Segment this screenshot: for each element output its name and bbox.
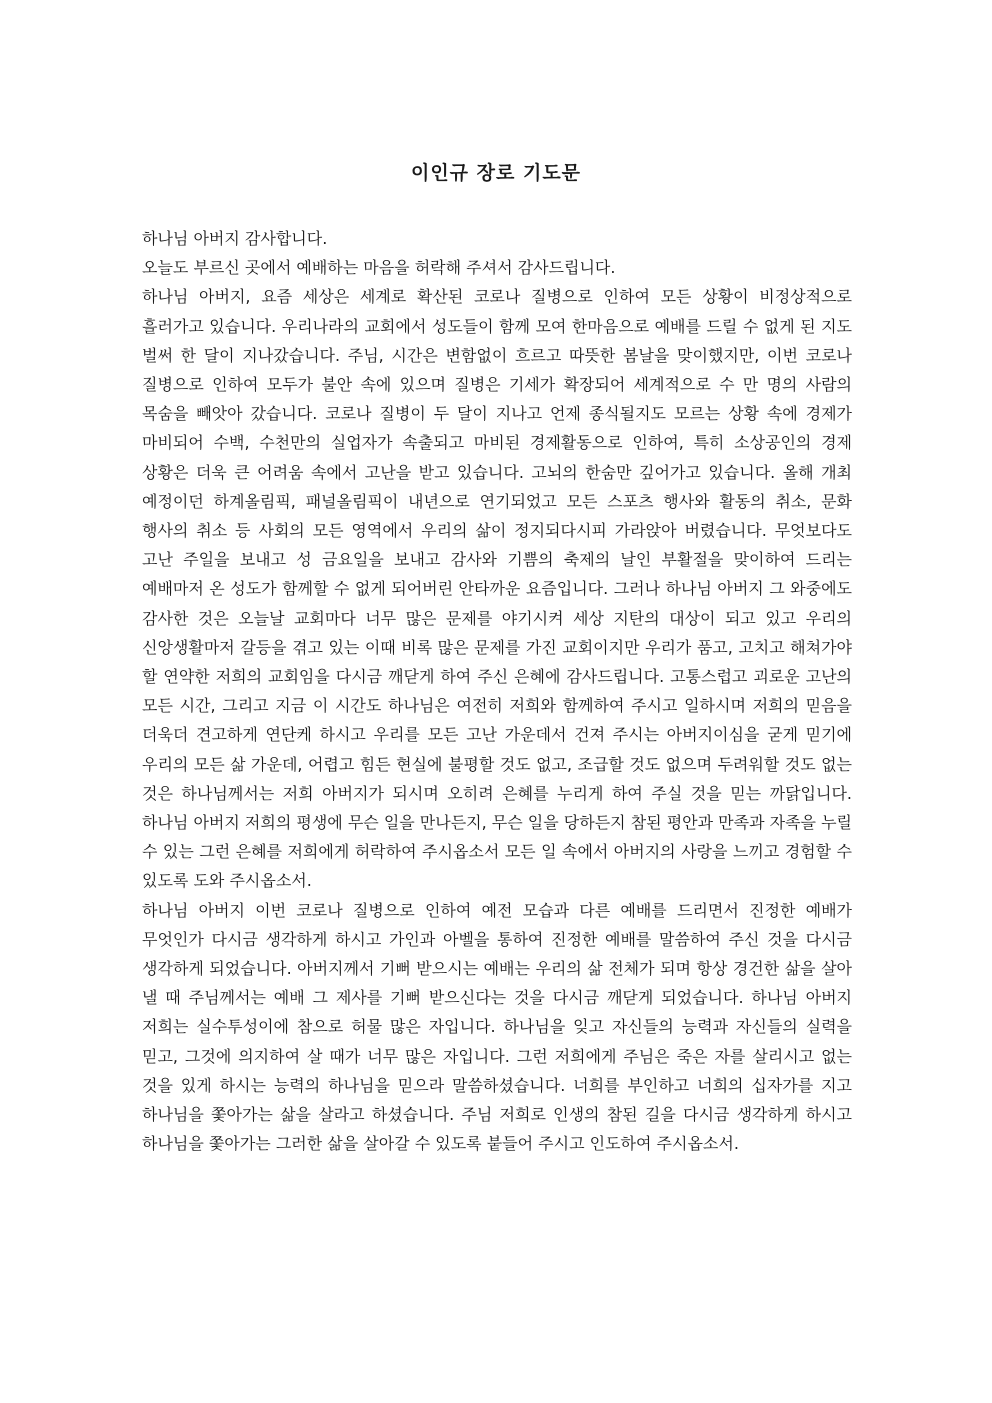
paragraph-greeting: 하나님 아버지 감사합니다. <box>142 229 328 248</box>
paragraph-thanks: 오늘도 부르신 곳에서 예배하는 마음을 허락해 주셔서 감사드립니다. <box>142 258 616 278</box>
document-body <box>142 224 852 1159</box>
paragraph-situation: 하나님 아버지, 요즘 세상은 세계로 확산된 코로나 질병으로 인하여 모든 상황이 비정상적으로 흘러가고 있습니다. 우리나라의 교회에서 성도들이 함께 모여 한마음으로 예배를 드릴 수 없게 된 지도 벌써 한 달이 지나갔습니다. 주님, 시간은 변함없이 흐르고 따뜻한 봄날을 맞이했지만, 이번 코로나 질병으로 인하여 모두가 불안 속에 있으며 질병은 기세가 확장되어 세계적으로 수 만 명의 사람의 목숨을 빼앗아 갔습니다. 코로나 질병이 두 달이 지나고 언제 종식될지도 모르는 상황 속에 경제가 마비되어 수백, 수천만의 실업자가 속출되고 마비된 경제활동으로 인하여, 특히 소상공인의 경제 상황은 더욱 큰 어려움 속에서 고난을 받고 있습니다. 고뇌의 한숨만 깊어가고 있습니다. 올해 개최 예정이던 하계올림픽, 패널올림픽이 내년으로 연기되었고 모든 스포츠 행사와 활동의 취소, 문화 행사의 취소 등 사회의 모든 영역에서 우리의 삶이 정지되다시피 가라앉아 버렸습니다. 무엇보다도 고난 주일을 보내고 성 금요일을 보내고 감사와 기쁨의 축제의 날인 부활절을 맞이하여 드리는 예배마저 온 성도가 함께할 수 없게 되어버린 안타까운 요즘입니다. 그러나 하나님 아버지 그 와중에도 감사한 것은 오늘날 교회마다 너무 많은 문제를 야기시켜 세상 지탄의 대상이 되고 있고 우리의 신앙생활마저 갈등을 겪고 있는 이때 비록 많은 문제를 가진 교회이지만 우리가 품고, 고치고 해쳐가야 할 연약한 저희의 교회임을 다시금 깨닫게 하여 주신 은혜에 감사드립니다. 고통스럽고 괴로운 고난의 모든 시간, 그리고 지금 이 시간도 하나님은 여전히 저희와 함께하여 주시고 일하시며 저희의 믿음을 더욱더 견고하게 연단케 하시고 우리를 모든 고난 가운데서 건져 주시는 아버지이심을 굳게 믿기에 우리의 모든 삶 가운데, 어렵고 힘든 현실에 불평할 것도 없고, 조급할 것도 없으며 두려워할 것도 없는 것은 하나님께서는 저희 아버지가 되시며 오히려 은혜를 누리게 하여 주실 것을 믿는 까닭입니다. 하나님 아버지 저희의 평생에 무슨 일을 만나든지, 무슨 일을 당하든지 참된 평안과 만족과 자족을 누릴 수 있는 그런 은혜를 저희에게 허락하여 주시옵소서 모든 일 속에서 아버지의 사랑을 느끼고 경험할 수 있도록 도와 주시옵소서. <box>142 287 852 891</box>
document-title: 이인규 장로 기도문 <box>410 162 582 184</box>
paragraph-worship: 하나님 아버지 이번 코로나 질병으로 인하여 예전 모습과 다른 예배를 드리면서 진정한 예배가 무엇인가 다시금 생각하게 하시고 가인과 아벨을 통하여 진정한 예배를 말씀하여 주신 것을 다시금 생각하게 되었습니다. 아버지께서 기뻐 받으시는 예배는 우리의 삶 전체가 되며 항상 경건한 삶을 살아 낼 때 주님께서는 예배 그 제사를 기뻐 받으신다는 것을 다시금 깨닫게 되었습니다. 하나님 아버지 저희는 실수투성이에 참으로 허물 많은 자입니다. 하나님을 잊고 자신들의 능력과 자신들의 실력을 믿고, 그것에 의지하여 살 때가 너무 많은 자입니다. 그런 저희에게 주님은 죽은 자를 살리시고 없는 것을 있게 하시는 능력의 하나님을 믿으라 말씀하셨습니다. 너희를 부인하고 너희의 십자가를 지고 하나님을 쫓아가는 삶을 살라고 하셨습니다. 주님 저희로 인생의 참된 길을 다시금 생각하게 하시고 하나님을 쫓아가는 그러한 삶을 살아갈 수 있도록 붙들어 주시고 인도하여 주시옵소서. <box>142 900 852 1154</box>
